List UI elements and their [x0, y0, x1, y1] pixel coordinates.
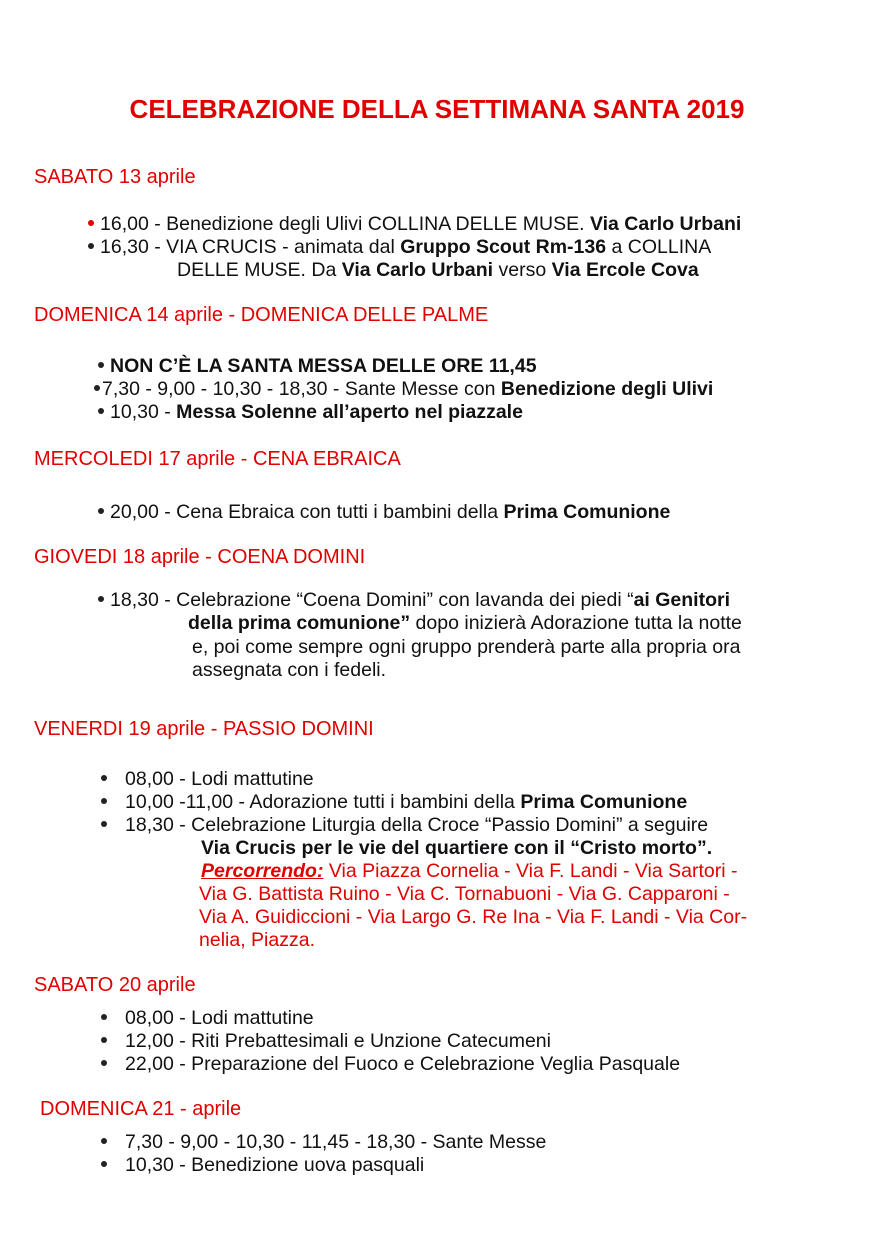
page-title: CELEBRAZIONE DELLA SETTIMANA SANTA 2019	[129, 94, 745, 124]
list-item: 18,30 - Celebrazione “Coena Domini” con lavanda dei piedi “ai Genitori	[98, 589, 730, 612]
list-item: 08,00 - Lodi mattutine	[101, 768, 314, 791]
bullet-icon	[98, 362, 104, 368]
list-item: 7,30 - 9,00 - 10,30 - 18,30 - Sante Messe con Benedizione degli Ulivi	[94, 378, 713, 401]
list-item: 16,00 - Benedizione degli Ulivi COLLINA DELLE MUSE. Via Carlo Urbani	[88, 213, 741, 236]
list-item: 7,30 - 9,00 - 10,30 - 11,45 - 18,30 - Sante Messe	[101, 1131, 546, 1154]
bullet-icon	[101, 1014, 107, 1020]
list-item: 10,00 -11,00 - Adorazione tutti i bambini della Prima Comunione	[101, 791, 687, 814]
bullet-icon	[98, 596, 104, 602]
section-heading-domenica-21: DOMENICA 21 - aprile	[40, 1098, 242, 1120]
list-item: 22,00 - Preparazione del Fuoco e Celebrazione Veglia Pasquale	[101, 1053, 680, 1076]
bullet-icon	[101, 1060, 107, 1066]
bullet-icon	[98, 408, 104, 414]
list-item: 16,30 - VIA CRUCIS - animata dal Gruppo Scout Rm-136 a COLLINA	[88, 236, 711, 259]
bullet-icon	[101, 1161, 107, 1167]
section-heading-mercoledi-17: MERCOLEDI 17 aprile - CENA EBRAICA	[34, 448, 401, 470]
route-line: Via G. Battista Ruino - Via C. Tornabuoni - Via G. Capparoni -	[199, 883, 730, 905]
list-item: 10,30 - Messa Solenne all’aperto nel piazzale	[98, 401, 523, 424]
list-item-continuation: Via Crucis per le vie del quartiere con il “Cristo morto”.	[201, 837, 713, 859]
section-heading-domenica-14: DOMENICA 14 aprile - DOMENICA DELLE PALME	[34, 304, 489, 326]
route-line: Percorrendo: Via Piazza Cornelia - Via F. Landi - Via Sartori -	[201, 860, 738, 882]
bullet-icon	[101, 1037, 107, 1043]
list-item: 12,00 - Riti Prebattesimali e Unzione Catecumeni	[101, 1030, 551, 1053]
bullet-icon	[98, 508, 104, 514]
list-item-continuation: assegnata con i fedeli.	[192, 659, 387, 681]
section-heading-giovedi-18: GIOVEDI 18 aprile - COENA DOMINI	[34, 546, 366, 568]
route-line: nelia, Piazza.	[199, 929, 315, 951]
list-item: NON C’È LA SANTA MESSA DELLE ORE 11,45	[98, 355, 537, 378]
list-item: 18,30 - Celebrazione Liturgia della Croce “Passio Domini” a seguire	[101, 814, 708, 837]
section-heading-sabato-13: SABATO 13 aprile	[34, 166, 196, 188]
list-item-continuation: della prima comunione” dopo inizierà Adorazione tutta la notte	[188, 612, 742, 634]
bullet-icon	[101, 775, 107, 781]
list-item-continuation: e, poi come sempre ogni gruppo prenderà parte alla propria ora	[192, 636, 741, 658]
list-item-continuation: DELLE MUSE. Da Via Carlo Urbani verso Via Ercole Cova	[177, 259, 699, 281]
list-item: 20,00 - Cena Ebraica con tutti i bambini della Prima Comunione	[98, 501, 670, 524]
bullet-icon	[101, 1138, 107, 1144]
section-heading-sabato-20: SABATO 20 aprile	[34, 974, 196, 996]
bullet-icon	[94, 385, 100, 391]
bullet-icon	[101, 798, 107, 804]
section-heading-venerdi-19: VENERDI 19 aprile - PASSIO DOMINI	[34, 718, 374, 740]
list-item: 08,00 - Lodi mattutine	[101, 1007, 314, 1030]
route-line: Via A. Guidiccioni - Via Largo G. Re Ina - Via F. Landi - Via Cor-	[199, 906, 748, 928]
bullet-icon	[88, 243, 94, 249]
bullet-icon	[88, 220, 94, 226]
bullet-icon	[101, 821, 107, 827]
route-label: Percorrendo:	[201, 860, 324, 882]
list-item: 10,30 - Benedizione uova pasquali	[101, 1154, 424, 1177]
